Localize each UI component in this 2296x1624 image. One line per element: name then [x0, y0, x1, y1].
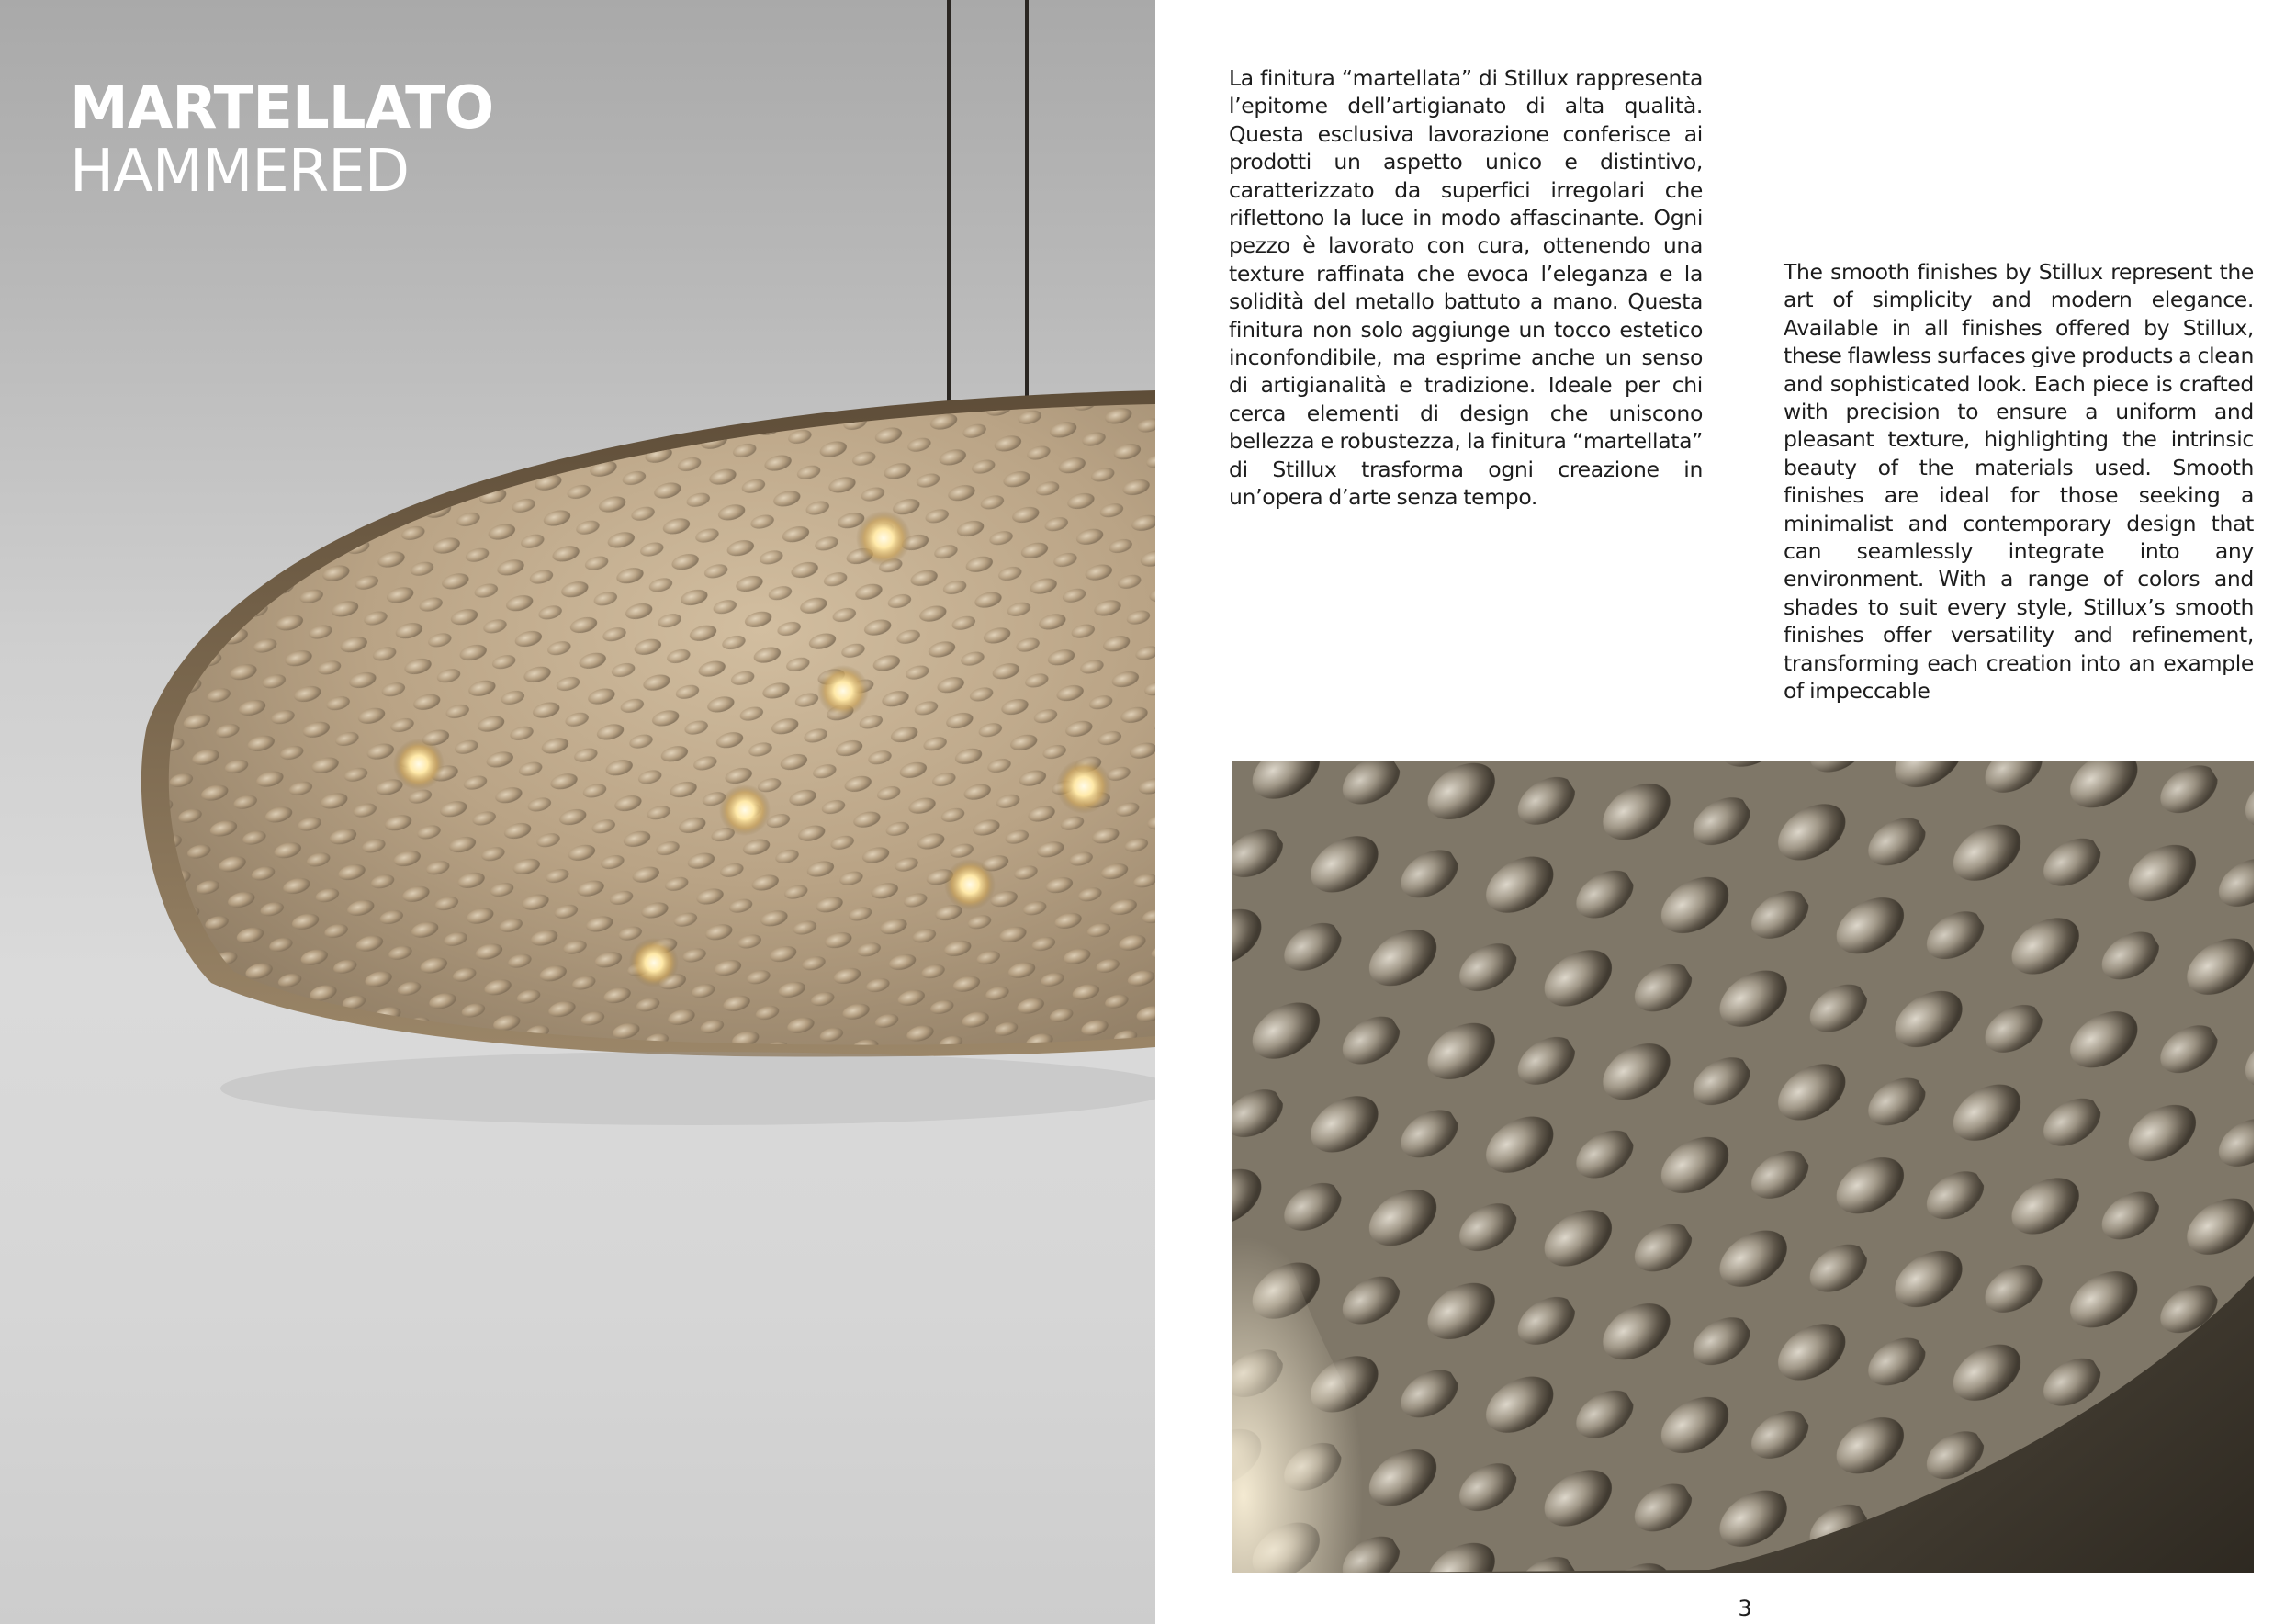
led-spot	[944, 859, 996, 910]
title-italian: MARTELLATO	[70, 74, 494, 142]
italian-description: La finitura “martellata” di Stillux rappresenta l’epitome dell’artigianato di alta qualità. Questa esclusiva lavorazione conferisce ai prodotti un aspetto unico e distintivo, caratterizzato da superfici irregolari che riflettono la luce in modo affascinante. Ogni pezzo è lavorato con cura, ottenendo una texture raffinata che evoca l’eleganza e la solidità del metallo battuto a mano. Questa finitura non solo aggiunge un tocco estetico inconfondibile, ma esprime anche un senso di artigianalità e tradizione. Ideale per chi cerca elementi di design che uniscono bellezza e robustezza, la finitura “martellata” di Stillux trasforma ogni creazione in un’opera d’arte senza tempo.	[1229, 65, 1703, 511]
led-spot	[856, 511, 911, 566]
led-spot	[719, 784, 771, 836]
led-spot	[817, 665, 869, 716]
led-spot	[393, 739, 445, 790]
led-spot	[1056, 759, 1111, 814]
page-number: 3	[1738, 1596, 1752, 1621]
hammered-detail-photo	[1232, 761, 2254, 1573]
title-english: HAMMERED	[70, 138, 409, 207]
led-spot	[629, 938, 679, 987]
english-description: The smooth finishes by Stillux represent the art of simplicity and modern elegance. Available in all finishes offered by Stillux, these flawless surfaces give products a clean and sophisticated look. Each piece is crafted with precision to ensure a uniform and pleasant texture, highlighting the intrinsic beauty of the materials used. Smooth finishes are ideal for those seeking a minimalist and contemporary design that can seamlessly integrate into any environment. With a range of colors and shades to suit every style, Stillux’s smooth finishes offer versatility and refinement, transforming each creation into an example of impeccable	[1784, 259, 2254, 705]
hammered-closeup-illustration	[1232, 761, 2254, 1573]
page-title	[70, 74, 494, 207]
